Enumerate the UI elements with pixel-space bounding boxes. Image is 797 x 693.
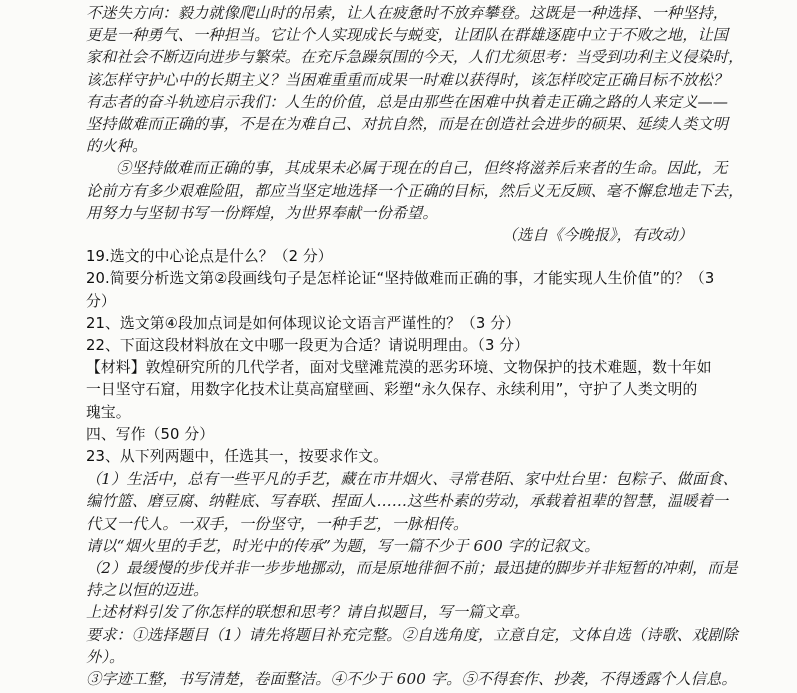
option-1-prompt: 请以“烟火里的手艺，时光中的传承”为题，写一篇不少于 600 字的记叙文。 <box>86 536 600 555</box>
question-22: 22、下面这段材料放在文中哪一段更为合适？请说明理由。（3 分） <box>86 337 530 354</box>
requirements-line-3: ③字迹工整，书写清楚，卷面整洁。④不少于 600 字。⑤不得套作、抄袭，不得透露个人信息。 <box>86 670 737 688</box>
passage-line-5: 有志者的奋斗轨迹启示我们：人生的价值，总是由那些在困难中执着走正确之路的人来定义—— <box>86 92 729 111</box>
question-20: 20.简要分析选文第②段画线句子是怎样论证“坚持做难而正确的事，才能实现人生价值”的？（3 <box>86 270 715 288</box>
option-1-line-3: 代又一代人。一双手，一份坚守，一种手艺，一脉相传。 <box>86 514 469 533</box>
question-23: 23、从下列两题中，任选其一，按要求作文。 <box>86 448 389 465</box>
passage-source: （选自《今晚报》，有改动） <box>501 226 693 244</box>
passage-line-6: 坚持做难而正确的事，不是在为难自己、对抗自然，而是在创造社会进步的硕果、延续人类文明 <box>86 115 729 133</box>
option-2-line-1: （2）最缓慢的步伐并非一步步地挪动，而是原地徘徊不前；最迅捷的脚步并非短暂的冲刺，而是 <box>86 559 738 577</box>
passage-line-9: 论前方有多少艰难险阻，都应当坚定地选择一个正确的目标，然后义无反顾、毫不懈怠地走下去， <box>86 181 744 200</box>
passage-line-2: 更是一种勇气、一种担当。它让个人实现成长与蜕变，让团队在群雄逐鹿中立于不败之地，让国 <box>86 26 729 45</box>
requirements-line-2: 外）。 <box>86 647 125 666</box>
material-line-2: 一日坚守石窟，用数字化技术让莫高窟壁画、彩塑“永久保存、永续利用”，守护了人类文明的 <box>86 381 698 399</box>
passage-paragraph-5-start: ⑤坚持做难而正确的事，其成果未必属于现在的自己，但终将滋养后来者的生命。因此，无 <box>116 159 728 178</box>
passage-line-4: 该怎样守护心中的长期主义？当困难重重而成果一时难以获得时，该怎样咬定正确目标不放松？ <box>86 70 729 89</box>
option-2-prompt: 上述材料引发了你怎样的联想和思考？请自拟题目，写一篇文章。 <box>86 603 530 622</box>
material-line-1: 【材料】敦煌研究所的几代学者，面对戈壁滩荒漠的恶劣环境、文物保护的技术难题，数十年如 <box>86 359 712 377</box>
option-1-line-1: （1）生活中，总有一些平凡的手艺，藏在市井烟火、寻常巷陌、家中灶台里：包粽子、做面食、 <box>86 470 738 489</box>
passage-line-10: 用努力与坚韧书写一份辉煌，为世界奉献一份希望。 <box>86 203 438 222</box>
option-2-line-2: 持之以恒的迈进。 <box>86 581 209 600</box>
requirements-line-1: 要求：①选择题目（1）请先将题目补充完整。②自选角度，立意自定，文体自选（诗歌、戏剧除 <box>86 625 738 644</box>
question-20-cont: 分） <box>86 292 116 310</box>
writing-section-title: 四、写作（50 分） <box>86 425 215 443</box>
passage-line-3: 家和社会不断迈向进步与繁荣。在充斥急躁氛围的今天，人们尤须思考：当受到功利主义侵染时， <box>86 48 744 67</box>
question-21: 21、选文第④段加点词是如何体现议论文语言严谨性的？（3 分） <box>86 314 521 332</box>
material-line-3: 瑰宝。 <box>86 403 131 421</box>
passage-line-1: 不迷失方向：毅力就像爬山时的吊索，让人在疲惫时不放弃攀登。这既是一种选择、一种坚持， <box>86 4 729 22</box>
option-1-line-2: 编竹篮、磨豆腐、纳鞋底、写春联、捏面人……这些朴素的劳动，承载着祖辈的智慧，温暖着一 <box>86 492 729 511</box>
question-19: 19.选文的中心论点是什么？（2 分） <box>86 248 333 266</box>
passage-line-7: 的火种。 <box>86 137 148 156</box>
